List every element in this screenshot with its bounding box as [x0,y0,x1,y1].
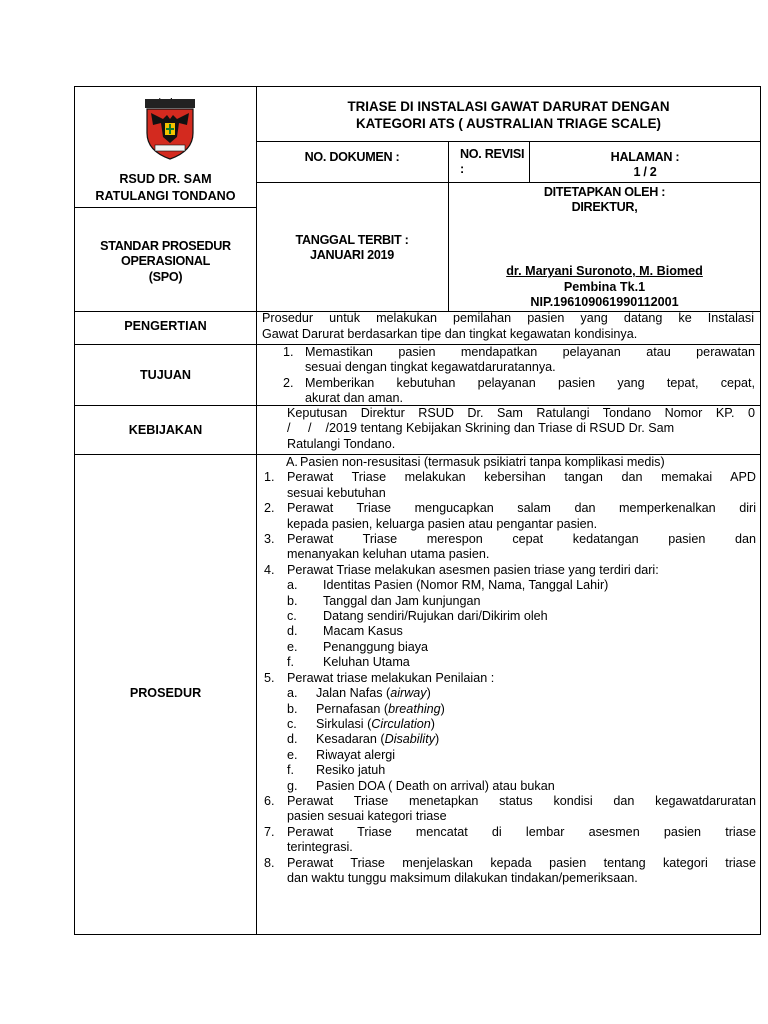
kebijakan-label: KEBIJAKAN [128,423,203,437]
signer-name: dr. Maryani Suronoto, M. Biomed [506,264,703,278]
sublist-item [287,578,756,593]
sublist-item-text: Tanggal dan Jam kunjungan [323,593,481,608]
hospital-name-line: RATULANGI TONDANO [95,189,236,203]
tujuan-label: TUJUAN [139,368,192,382]
signer-block [448,264,761,311]
tanggal-terbit-label: TANGGAL TERBIT : [295,233,409,247]
sublist-item-letter: a. [287,686,298,701]
halaman-value: 1 / 2 [633,165,657,180]
sublist-item-letter: e. [287,747,298,762]
sublist-item [287,717,756,732]
ditetapkan-label: DITETAPKAN OLEH : [543,185,666,199]
sublist-item-letter: c. [287,609,297,624]
list-item-line: Perawat Triase melakukan kebersihan tangan dan memakai APD [287,470,756,485]
sublist-item [287,609,756,624]
prosedur-heading [264,455,756,470]
prosedur-content [264,455,756,886]
spo-document [74,86,761,935]
sublist-item-letter: f. [287,763,294,778]
spo-label-line: (SPO) [148,269,183,284]
sublist-item-text: Jalan Nafas ( [316,686,391,701]
prosedur-label: PROSEDUR [129,686,202,700]
tanggal-terbit-value: JANUARI 2019 [310,248,394,263]
sublist-item-letter: g. [287,778,298,793]
row-divider [75,207,256,208]
hospital-name-line: RSUD DR. SAM [119,172,212,186]
sublist-item [287,702,756,717]
document-title-line: TRIASE DI INSTALASI GAWAT DARURAT DENGAN [347,99,670,114]
list-item-number: 5. [264,670,275,685]
sublist-item-suffix: ) [435,732,440,747]
list-item-line: Memastikan pasien mendapatkan pelayanan atau perawatan [305,345,755,359]
sublist-item-text: Riwayat alergi [316,747,396,762]
sublist-item-italic: Disability [384,732,435,747]
halaman-label-text: HALAMAN : [610,150,680,164]
no-revisi-label: NO. REVISI : [460,147,525,177]
no-dokumen-label: NO. DOKUMEN : [304,150,400,164]
asesmen-sublist [264,578,756,670]
sublist-item-text: Keluhan Utama [323,655,410,670]
column-divider [448,141,449,182]
sublist-item-italic: breathing [388,701,441,716]
sublist-item-text: Pasien DOA ( Death on arrival) atau bukan [316,778,555,793]
sublist-item [287,594,756,609]
list-item-number: 4. [264,562,275,577]
spo-label-line: STANDAR PROSEDUR [100,239,231,253]
list-item [283,376,755,407]
kebijakan-line: Ratulangi Tondano. [287,436,396,451]
sublist-item-italic: airway [390,686,427,701]
list-item-line: akurat dan aman. [305,391,404,406]
pengertian-text [262,311,754,342]
direktur-label: DIREKTUR, [571,200,638,215]
sublist-item-text: Identitas Pasien (Nomor RM, Nama, Tanggal Lahir) [323,578,609,593]
row-divider [256,141,761,142]
sublist-item-letter: b. [287,701,298,716]
sublist-item-text: Macam Kasus [323,624,403,639]
list-item [264,825,756,856]
sublist-item-suffix: ) [430,716,435,731]
list-item-line: Perawat triase melakukan Penilaian : [287,670,495,685]
list-item-number: 2. [264,501,275,516]
tujuan-list [283,345,755,407]
sublist-item [287,732,756,747]
sublist-item-letter: b. [287,593,298,608]
signer-rank: Pembina Tk.1 [563,279,646,294]
list-item-line: Perawat Triase melakukan asesmen pasien triase yang terdiri dari: [287,562,659,577]
prosedur-heading-number: A. [286,455,298,469]
sublist-item-text: Sirkulasi ( [316,716,372,731]
sublist-item-suffix: ) [440,701,445,716]
sublist-item [287,748,756,763]
kebijakan-line: / / /2019 tentang Kebijakan Skrining dan Triase di RSUD Dr. Sam [287,421,675,436]
list-item [283,345,755,376]
sublist-item-letter: d. [287,732,298,747]
list-item [264,532,756,563]
list-item-line: sesuai kebutuhan [287,485,386,500]
row-divider [256,182,761,183]
list-item-number: 1. [264,470,275,485]
list-item [264,501,756,532]
list-item-line: Perawat Triase mengucapkan salam dan memperkenalkan diri [287,501,756,516]
prosedur-heading-text: Pasien non-resusitasi (termasuk psikiatri tanpa komplikasi medis) [300,455,665,469]
list-item-line: Memberikan kebutuhan pelayanan pasien yang tepat, cepat, [305,375,755,390]
tanggal-terbit [256,233,448,264]
sublist-item [287,763,756,778]
logo-emblem-icon [141,97,199,161]
sublist-item [287,655,756,670]
pengertian-line: Gawat Darurat berdasarkan tipe dan tingkat kegawatan kondisinya. [262,326,638,341]
list-item-number: 6. [264,793,275,808]
document-title-line: KATEGORI ATS ( AUSTRALIAN TRIAGE SCALE) [356,116,661,131]
list-item [264,671,756,686]
signer-nip: NIP.196109061990112001 [530,295,679,310]
sublist-item [287,779,756,794]
list-item-line: sesuai dengan tingkat kegawatdaruratannya. [305,360,556,375]
hospital-logo [141,97,199,161]
sublist-item-text: Datang sendiri/Rujukan dari/Dikirim oleh [323,609,548,624]
penilaian-sublist [264,686,756,794]
list-item-line: terintegrasi. [287,840,353,855]
hospital-name [75,171,256,205]
spo-label [75,239,256,285]
list-item-number: 7. [264,824,275,839]
document-title [256,98,761,132]
sublist-item [287,640,756,655]
list-item-number: 2. [283,375,294,390]
list-item-line: Perawat Triase mencatat di lembar asesmen pasien triase [287,824,756,839]
sublist-item-text: Resiko jatuh [316,763,386,778]
list-item [264,856,756,887]
list-item-line: Perawat Triase menjelaskan kepada pasien tentang kategori triase [287,855,756,870]
sublist-item [287,686,756,701]
pengertian-line: Prosedur untuk melakukan pemilahan pasien yang datang ke Instalasi [262,311,754,325]
list-item-number: 8. [264,855,275,870]
kebijakan-text [287,406,755,452]
list-item-line: menanyakan keluhan utama pasien. [287,547,490,562]
list-item [264,563,756,578]
column-divider [256,87,257,934]
kebijakan-line: Keputusan Direktur RSUD Dr. Sam Ratulangi Tondano Nomor KP. 0 [287,406,755,420]
sublist-item-letter: f. [287,655,294,670]
list-item [264,470,756,501]
sublist-item-text: Penanggung biaya [323,639,429,654]
ditetapkan-oleh [448,185,761,216]
sublist-item-letter: d. [287,624,298,639]
list-item-line: dan waktu tunggu maksimum dilakukan tindakan/pemeriksaan. [287,870,638,885]
list-item-number: 1. [283,345,294,359]
sublist-item-suffix: ) [426,686,431,701]
list-item-number: 3. [264,532,275,547]
sublist-item [287,624,756,639]
halaman-label [529,150,761,181]
sublist-item-italic: Circulation [371,716,431,731]
list-item-line: pasien sesuai kategori triase [287,809,447,824]
sublist-item-letter: e. [287,639,298,654]
sublist-item-letter: c. [287,716,297,731]
list-item [264,794,756,825]
spo-label-line: OPERASIONAL [120,254,211,269]
list-item-line: Perawat Triase menetapkan status kondisi dan kegawatdaruratan [287,793,756,808]
list-item-line: Perawat Triase merespon cepat kedatangan pasien dan [287,532,756,547]
sublist-item-text: Pernafasan ( [316,701,389,716]
list-item-line: kepada pasien, keluarga pasien atau pengantar pasien. [287,516,598,531]
sublist-item-text: Kesadaran ( [316,732,385,747]
sublist-item-letter: a. [287,578,298,593]
pengertian-label: PENGERTIAN [124,319,207,333]
